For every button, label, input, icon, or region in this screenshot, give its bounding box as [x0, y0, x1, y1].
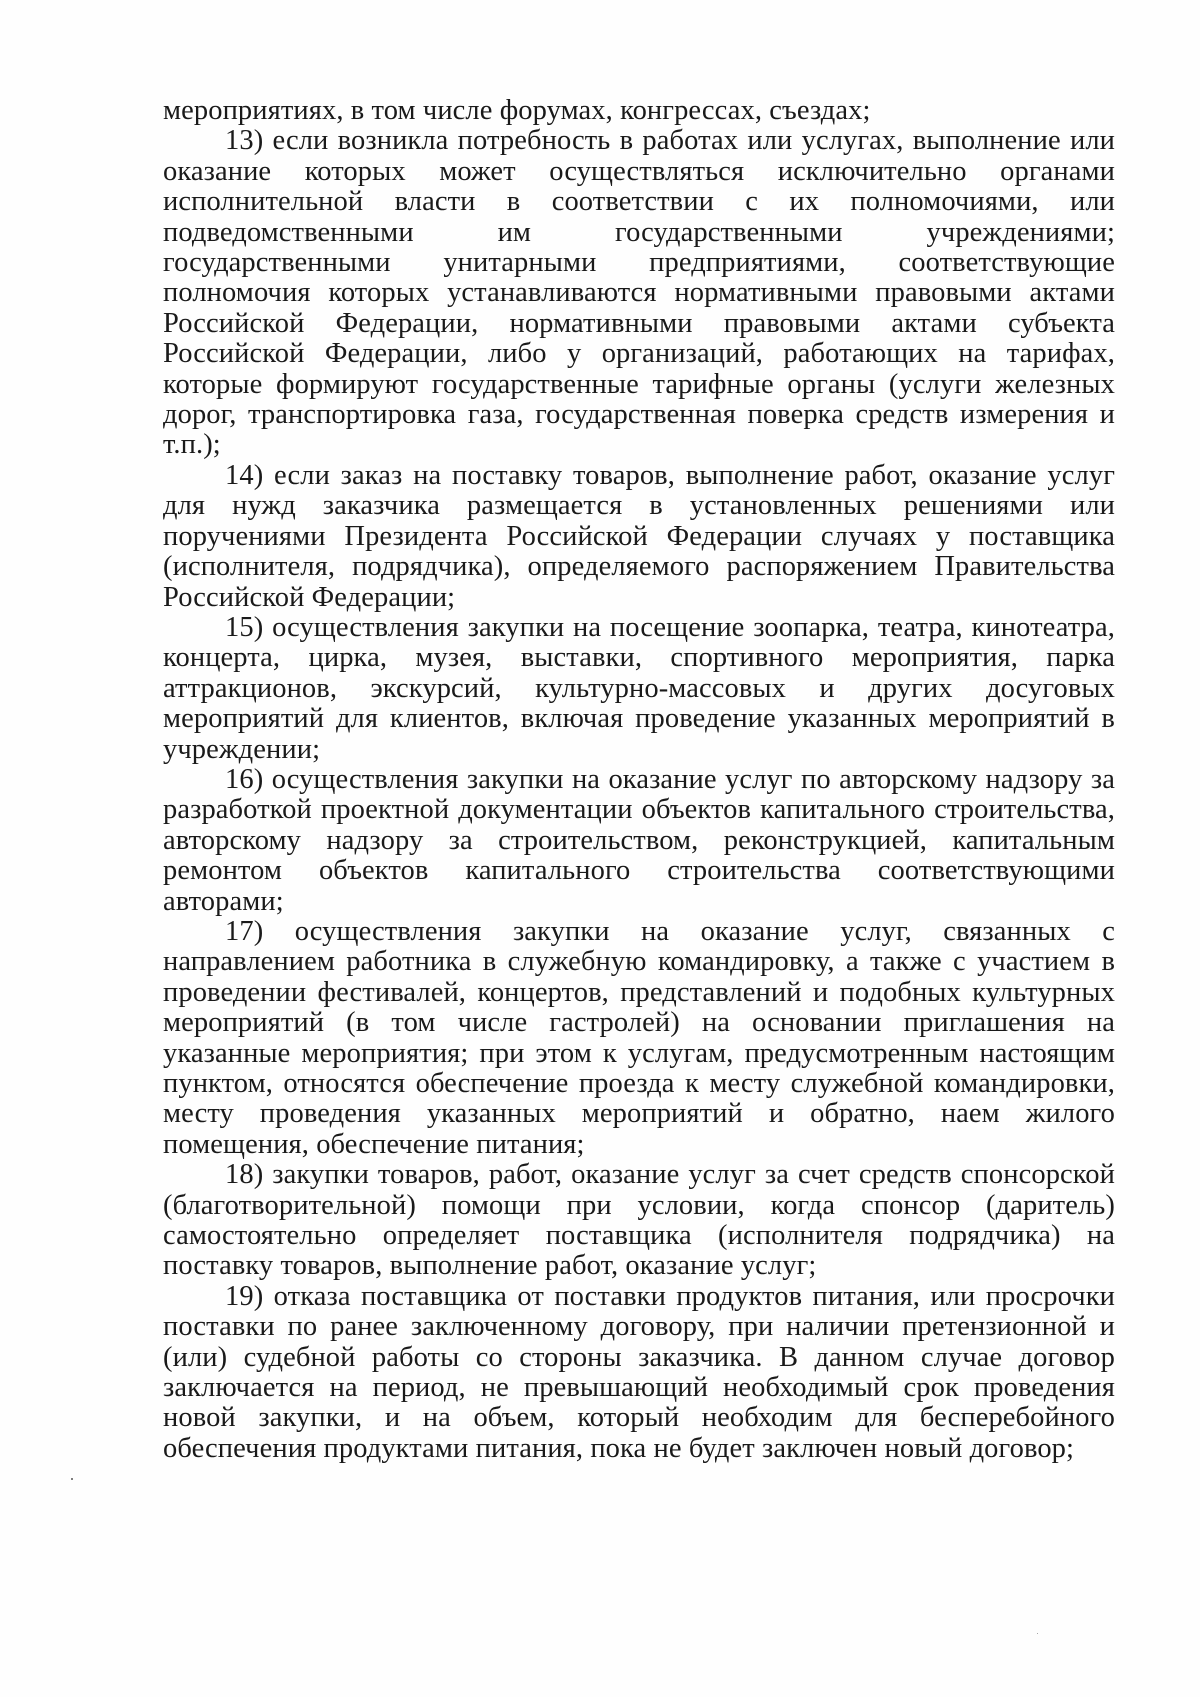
paragraph-item-14: 14) если заказ на поставку товаров, выполнение работ, оказание услуг для нужд заказчика размещается в установленных решениями или поручениями Президента Российской Федерации случаях у поставщика (исполнителя, подрядчика), определяемого распоряжением Правительства Российской Федерации;: [163, 459, 1115, 613]
paragraph-item-13: 13) если возникла потребность в работах или услугах, выполнение или оказание которых может осуществляться исключительно органами исполнительной власти в соответствии с их полномочиями, или подведомственными им государственными учреждениями; государственными унитарными предприятиями, соответствующие полномочия которых устанавливаются нормативными правовыми актами Российской Федерации, нормативными правовыми актами субъекта Российской Федерации, либо у организаций, работающих на тарифах, которые формируют государственные тарифные органы (услуги железных дорог, транспортировка газа, государственная поверка средств измерения и т.п.);: [163, 125, 1115, 461]
document-body: [163, 96, 1115, 1464]
paragraph-item-17: 17) осуществления закупки на оказание услуг, связанных с направлением работника в служебную командировку, а также с участием в проведении фестивалей, концертов, представлений и подобных культурных мероприятий (в том числе гастролей) на основании приглашения на указанные мероприятия; при этом к услугам, предусмотренным настоящим пунктом, относятся обеспечение проезда к месту служебной командировки, месту проведения указанных мероприятий и обратно, наем жилого помещения, обеспечение питания;: [163, 915, 1115, 1160]
scan-speck: [1037, 1633, 1038, 1634]
paragraph-item-15: 15) осуществления закупки на посещение зоопарка, театра, кинотеатра, концерта, цирка, музея, выставки, спортивного мероприятия, парка аттракционов, экскурсий, культурно-массовых и других досуговых мероприятий для клиентов, включая проведение указанных мероприятий в учреждении;: [163, 611, 1115, 765]
paragraph-continuation: мероприятиях, в том числе форумах, конгрессах, съездах;: [163, 95, 871, 126]
paragraph-item-19: 19) отказа поставщика от поставки продуктов питания, или просрочки поставки по ранее заключенному договору, при наличии претензионной и (или) судебной работы со стороны заказчика. В данном случае договор заключается на период, не превышающий необходимый срок проведения новой закупки, и на объем, который необходим для бесперебойного обеспечения продуктами питания, пока не будет заключен новый договор;: [163, 1280, 1115, 1464]
paragraph-item-18: 18) закупки товаров, работ, оказание услуг за счет средств спонсорской (благотворительной) помощи при условии, когда спонсор (даритель) самостоятельно определяет поставщика (исполнителя подрядчика) на поставку товаров, выполнение работ, оказание услуг;: [163, 1159, 1115, 1282]
scan-speck: [71, 1478, 73, 1480]
paragraph-item-16: 16) осуществления закупки на оказание услуг по авторскому надзору за разработкой проектной документации объектов капитального строительства, авторскому надзору за строительством, реконструкцией, капитальным ремонтом объектов капитального строительства соответствующими авторами;: [163, 763, 1115, 917]
